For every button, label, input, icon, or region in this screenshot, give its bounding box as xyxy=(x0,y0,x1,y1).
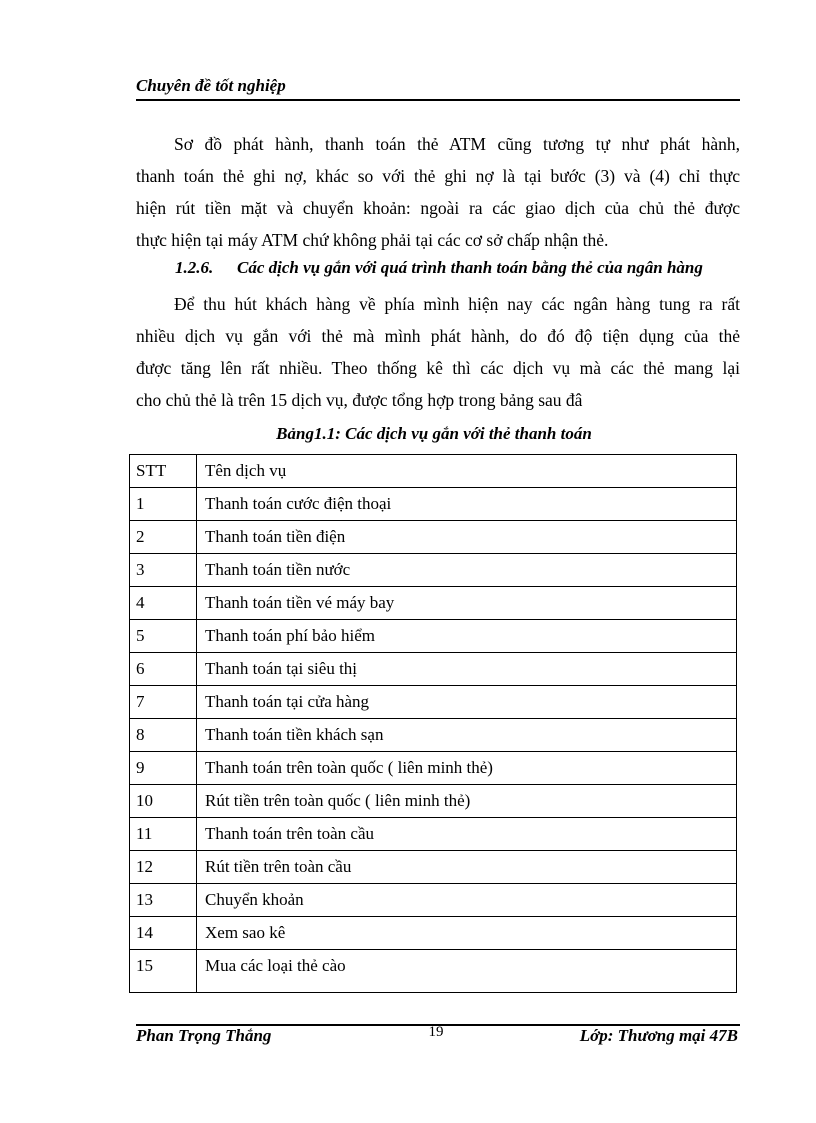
table-row xyxy=(130,950,737,993)
table-row xyxy=(130,719,737,752)
footer-class: Lớp: Thương mại 47B xyxy=(579,1026,738,1045)
table-row xyxy=(130,554,737,587)
row-number-cell: 15 xyxy=(130,950,197,993)
service-name-cell: Thanh toán tại cửa hàng xyxy=(197,686,737,719)
table-row xyxy=(130,917,737,950)
section-number: 1.2.6. xyxy=(175,258,214,277)
table-row xyxy=(130,653,737,686)
service-name-cell: Thanh toán trên toàn quốc ( liên minh thẻ) xyxy=(197,752,737,785)
table-header-row xyxy=(130,455,737,488)
table-caption: Bảng1.1: Các dịch vụ gắn với thẻ thanh toán xyxy=(276,424,592,443)
paragraph-atm-issuance xyxy=(136,128,740,256)
row-number-cell: 5 xyxy=(130,620,197,653)
section-heading xyxy=(175,258,740,278)
service-name-cell: Thanh toán tiền khách sạn xyxy=(197,719,737,752)
row-number-cell: 6 xyxy=(130,653,197,686)
paragraph-line: Sơ đồ phát hành, thanh toán thẻ ATM cũng tương tự như phát hành, xyxy=(174,134,740,154)
service-name-cell: Rút tiền trên toàn cầu xyxy=(197,851,737,884)
header-cell-service: Tên dịch vụ xyxy=(197,455,737,488)
row-number-cell: 12 xyxy=(130,851,197,884)
header-divider xyxy=(136,99,740,101)
paragraph-line: thanh toán thẻ ghi nợ, khác so với thẻ ghi nợ là tại bước (3) và (4) chỉ thực xyxy=(136,166,740,186)
service-name-cell: Mua các loại thẻ cào xyxy=(197,950,737,993)
footer-author: Phan Trọng Thắng xyxy=(136,1026,272,1045)
table-row xyxy=(130,785,737,818)
table-row xyxy=(130,818,737,851)
paragraph-line: cho chủ thẻ là trên 15 dịch vụ, được tổng hợp trong bảng sau đâ xyxy=(136,390,583,410)
row-number-cell: 8 xyxy=(130,719,197,752)
row-number-cell: 7 xyxy=(130,686,197,719)
services-table xyxy=(129,454,737,993)
service-name-cell: Thanh toán phí bảo hiểm xyxy=(197,620,737,653)
service-name-cell: Thanh toán cước điện thoại xyxy=(197,488,737,521)
service-name-cell: Xem sao kê xyxy=(197,917,737,950)
section-title: Các dịch vụ gắn với quá trình thanh toán bằng thẻ của ngân hàng xyxy=(237,258,703,277)
service-name-cell: Thanh toán tại siêu thị xyxy=(197,653,737,686)
service-name-cell: Thanh toán tiền vé máy bay xyxy=(197,587,737,620)
paragraph-line: hiện rút tiền mặt và chuyển khoản: ngoài ra các giao dịch của chủ thẻ được xyxy=(136,198,740,218)
row-number-cell: 4 xyxy=(130,587,197,620)
paragraph-services-intro xyxy=(136,288,740,416)
service-name-cell: Chuyển khoản xyxy=(197,884,737,917)
table-row xyxy=(130,521,737,554)
table-row xyxy=(130,587,737,620)
table-row xyxy=(130,686,737,719)
row-number-cell: 2 xyxy=(130,521,197,554)
service-name-cell: Thanh toán tiền điện xyxy=(197,521,737,554)
paragraph-line: Để thu hút khách hàng về phía mình hiện nay các ngân hàng tung ra rất xyxy=(174,294,740,314)
service-name-cell: Thanh toán tiền nước xyxy=(197,554,737,587)
row-number-cell: 3 xyxy=(130,554,197,587)
table-row xyxy=(130,884,737,917)
table-row xyxy=(130,752,737,785)
row-number-cell: 1 xyxy=(130,488,197,521)
page-number: 19 xyxy=(428,1024,444,1040)
running-header-title: Chuyên đề tốt nghiệp xyxy=(136,76,286,95)
table-row xyxy=(130,620,737,653)
table-row xyxy=(130,851,737,884)
table-row xyxy=(130,488,737,521)
row-number-cell: 10 xyxy=(130,785,197,818)
row-number-cell: 14 xyxy=(130,917,197,950)
row-number-cell: 11 xyxy=(130,818,197,851)
row-number-cell: 13 xyxy=(130,884,197,917)
paragraph-line: nhiều dịch vụ gắn với thẻ mà mình phát hành, do đó độ tiện dụng của thẻ xyxy=(136,326,740,346)
paragraph-line: thực hiện tại máy ATM chứ không phải tại các cơ sở chấp nhận thẻ. xyxy=(136,230,609,250)
paragraph-line: được tăng lên rất nhiều. Theo thống kê thì các dịch vụ mà các thẻ mang lại xyxy=(136,358,740,378)
service-name-cell: Rút tiền trên toàn quốc ( liên minh thẻ) xyxy=(197,785,737,818)
service-name-cell: Thanh toán trên toàn cầu xyxy=(197,818,737,851)
header-cell-stt: STT xyxy=(130,455,197,488)
row-number-cell: 9 xyxy=(130,752,197,785)
